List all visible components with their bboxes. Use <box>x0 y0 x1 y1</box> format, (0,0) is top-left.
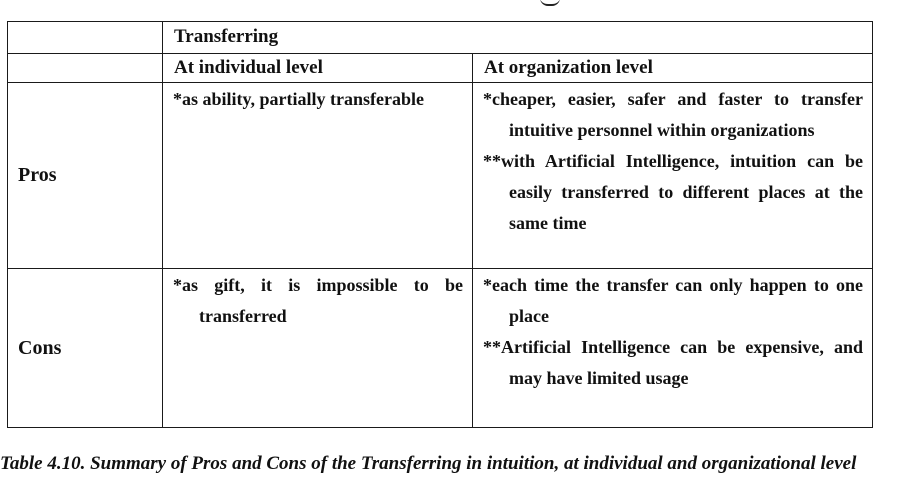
subheader-individual: At individual level <box>163 54 473 83</box>
table-header: Transferring <box>163 22 873 54</box>
table-row-pros <box>8 83 873 269</box>
pros-organization-item: *cheaper, easier, safer and faster to transfer intuitive personnel within organizations <box>483 89 864 140</box>
table-row-cons <box>8 269 873 428</box>
subheader-organization: At organization level <box>473 54 873 83</box>
pros-individual-item: *as ability, partially transferable <box>173 89 424 109</box>
cons-organization-item: *each time the transfer can only happen to one place <box>483 275 864 326</box>
table-subheader-row <box>8 54 873 83</box>
pros-organization-item: **with Artificial Intelligence, intuition can be easily transferred to different places at the same time <box>483 151 864 233</box>
pros-organization-cell <box>473 83 873 269</box>
row-label-cons: Cons <box>8 269 163 428</box>
subheader-empty-cell <box>8 54 163 83</box>
cons-organization-item: **Artificial Intelligence can be expensive, and may have limited usage <box>483 337 864 388</box>
pros-individual-cell <box>163 83 473 269</box>
cons-organization-cell <box>473 269 873 428</box>
cropped-text-fragment <box>540 0 560 6</box>
row-label-pros: Pros <box>8 83 163 269</box>
table-header-row <box>8 22 873 54</box>
cons-individual-cell <box>163 269 473 428</box>
table-caption: Table 4.10. Summary of Pros and Cons of the Transferring in intuition, at individual and organizational level <box>0 453 857 474</box>
pros-cons-table <box>7 21 873 428</box>
header-empty-cell <box>8 22 163 54</box>
cons-individual-item: *as gift, it is impossible to be transferred <box>173 275 463 326</box>
